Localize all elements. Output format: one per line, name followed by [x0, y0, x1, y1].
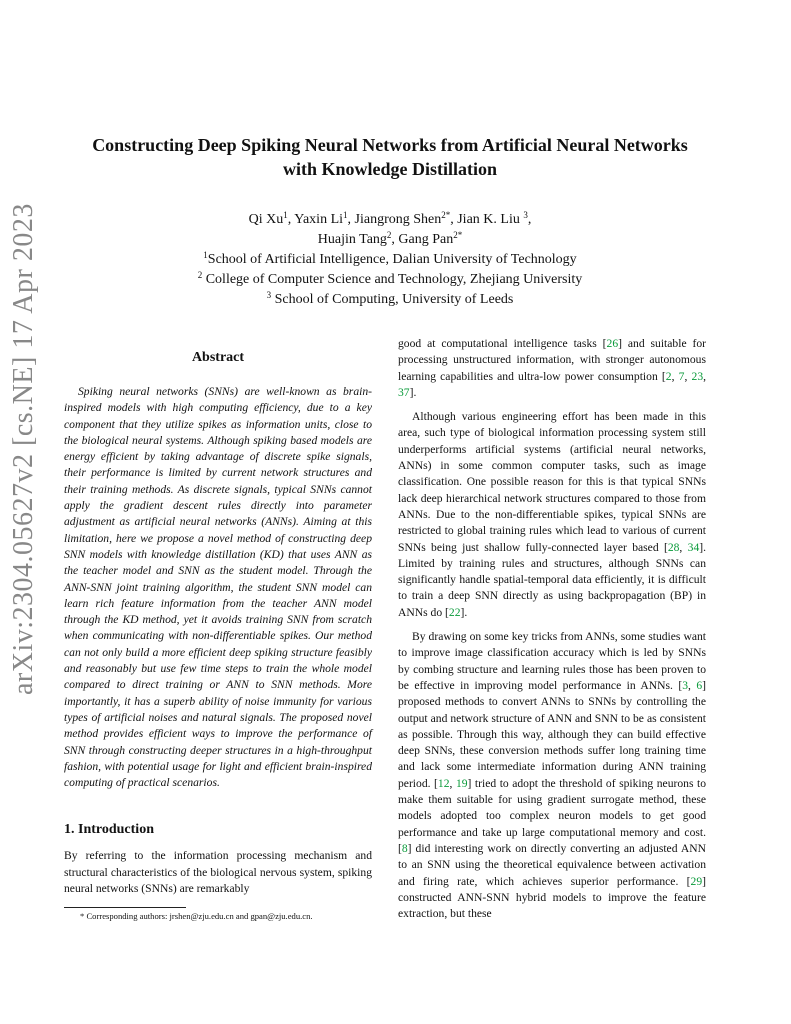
citation-link[interactable]: 8 [401, 841, 408, 855]
author-name: , Yaxin Li [287, 212, 344, 227]
author-name: , Jian K. Liu [450, 212, 524, 227]
affil-mark: 1 [343, 210, 348, 220]
body-paragraph-2: Although various engineering effort has been made in this area, such type of biological information processing system still underperforms artificial systems (artificial neural networks, ANNs) in some common computer tasks, such as image classification. One possible reason for this is that typical SNNs lack deep hierarchical network structures compared to those from ANNs. Due to the non-differentiable spikes, typical SNNs are restricted to global training rules which lead to various of current SNNs being just shallow fully-connected layer based [28, 34]. Limited by training rules and structures, although SNNs can significantly handle spatial-temporal data efficiently, it is difficult to train a deep SNN directly as using backpropagation (BP) in ANNs do [22]. [398, 410, 706, 619]
abstract-text: Spiking neural networks (SNNs) are well-known as brain-inspired models with high computing efficiency, due to a key component that they utilize spikes as information units, close to the biological neural systems. Although spiking based models are energy efficient by taking advantage of discrete spike signals, their performance is limited by current network structures and their training methods. As discrete signals, typical SNNs cannot apply the gradient descent rules directly into parameter adjustment as artificial neural networks (ANNs). Aiming at this limitation, here we propose a novel method of constructing deep SNN models with knowledge distillation (KD) that uses ANN as the teacher model and SNN as the student model. Through the ANN-SNN joint training algorithm, the student SNN model can learn rich feature information from the teacher ANN model through the KD method, yet it avoids training SNN from scratch when communicating with non-differentiable spikes. Our method can not only build a more efficient deep spiking structure feasibly and reasonably but use few time steps to train the whole model compared to direct training or ANN to SNN methods. More importantly, it has a superb ability of noise immunity for various types of artificial noises and natural signals. The proposed novel method provides efficient ways to improve the performance of SNN through constructing deeper structures in a high-throughput fashion, with potential usage for light and efficient brain-inspired computing of practical scenarios. [64, 385, 372, 790]
affil-mark: 2 [386, 230, 392, 240]
citation-link[interactable]: 7 [678, 369, 685, 383]
affil-mark: 2* [453, 230, 463, 240]
author-name: , Gang Pan [391, 232, 454, 247]
intro-paragraph-1: By referring to the information processing mechanism and structural characteristics of the biological nervous system, spiking neural networks (SNNs) are remarkably [64, 849, 372, 896]
body-paragraph-1: good at computational intelligence tasks [26] and suitable for processing unstructured information, with stronger autonomous learning capabilities and ultra-low power consumption [2, 7, 23, 37]. [398, 337, 707, 399]
citation-link[interactable]: 12 [437, 776, 450, 790]
affiliation-3: $^3$ School of Computing, University of Leeds [266, 290, 514, 307]
arxiv-stamp[interactable]: arXiv:2304.05627v2 [cs.NE] 17 Apr 2023 [8, 203, 39, 695]
author-name: , Jiangrong Shen [347, 212, 442, 227]
right-column [398, 336, 706, 930]
citation-link[interactable]: 26 [606, 337, 619, 350]
citation-link[interactable]: 6 [696, 678, 703, 692]
citation-link[interactable]: 22 [448, 605, 461, 619]
author-name: Huajin Tang [317, 232, 387, 247]
affil-mark: 2* [441, 210, 451, 220]
citation-link[interactable]: 19 [455, 776, 468, 790]
citation-link[interactable]: 3 [682, 678, 689, 692]
affil-mark: 3 [523, 210, 528, 220]
introduction-heading: 1. Introduction [64, 822, 154, 838]
author-sep: , [527, 212, 532, 227]
citation-link[interactable]: 2 [665, 369, 672, 383]
left-column [64, 346, 372, 905]
author-block [120, 210, 660, 310]
author-name: Qi Xu [248, 212, 284, 227]
author-line-1 [120, 210, 660, 230]
affiliation-1: $^1$School of Artificial Intelligence, Dalian University of Technology [203, 250, 577, 267]
title-line-1: Constructing Deep Spiking Neural Networks from Artificial Neural Networks [92, 135, 688, 155]
affiliation-2: $^2$ College of Computer Science and Technology, Zhejiang University [197, 270, 583, 287]
affil-mark: 1 [283, 210, 288, 220]
footnote-rule [64, 907, 186, 908]
footnote: * Corresponding authors: jrshen@zju.edu.cn and gpan@zju.edu.cn. [80, 911, 313, 921]
citation-link[interactable]: 23 [691, 369, 704, 383]
citation-link[interactable]: 29 [690, 874, 703, 888]
body-paragraph-3: By drawing on some key tricks from ANNs, some studies want to improve image classification accuracy which is led by SNNs by combing structure and learning rules those has been proven to be effective in improving model performance in ANNs. [3, 6] proposed methods to convert ANNs to SNNs by controlling the output and network structure of ANN and SNN to be as consistent as possible. Through this way, although they can build effective deep SNNs, these conversion methods suffer long training time and lack some intermediate information during ANN training period. [12, 19] tried to adopt the threshold of spiking neurons to make them suitable for using gradient surrogate method, these models adopted too complex neuron models to get good performance and take up large computational memory and cost. [8] did interesting work on directly converting an adjusted ANN to an SNN using the theoretical equivalence between activation and firing rate, which achieves superior performance. [29] constructed ANN-SNN hybrid models to improve the feature extraction, but these [398, 630, 707, 921]
author-line-2 [120, 230, 660, 250]
paper-title [60, 133, 720, 181]
citation-link[interactable]: 28 [667, 540, 680, 554]
citation-link[interactable]: 34 [687, 540, 700, 554]
citation-link[interactable]: 37 [398, 385, 410, 399]
abstract-heading: Abstract [191, 350, 245, 365]
title-line-2: with Knowledge Distillation [282, 159, 497, 179]
